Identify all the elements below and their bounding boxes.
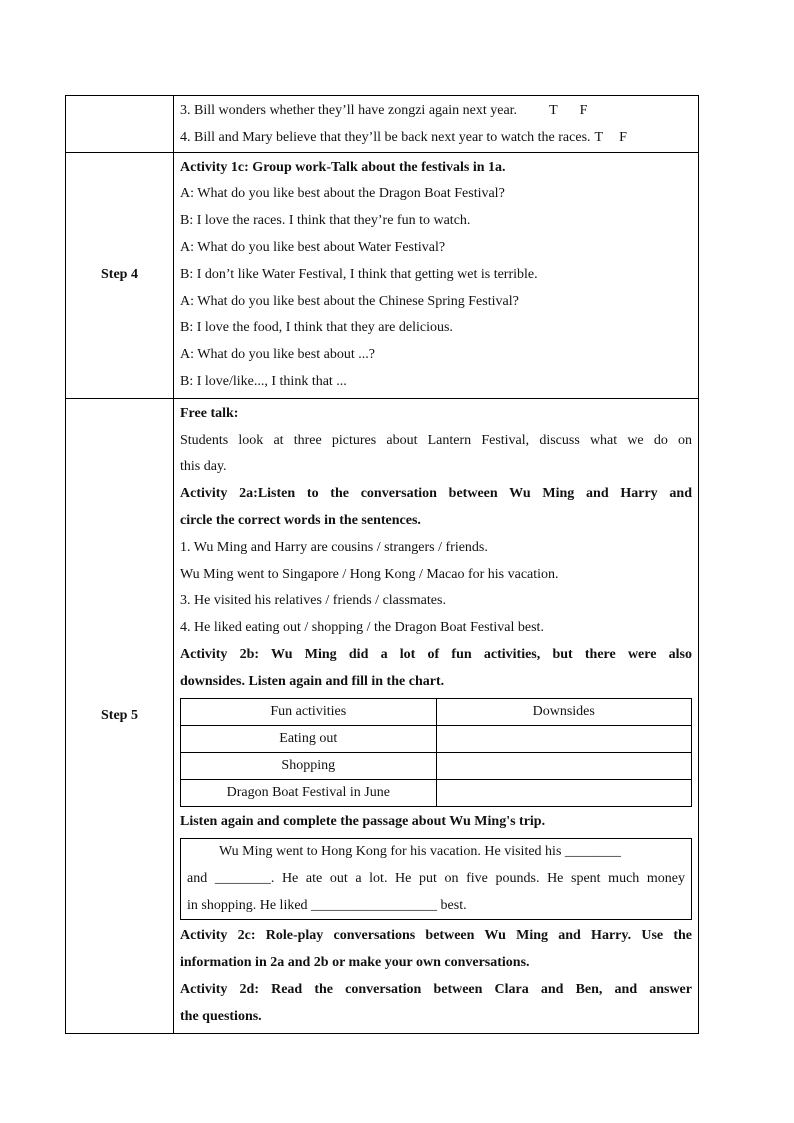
step-5-label: Step 5 <box>66 398 174 1033</box>
chart-blank-cell[interactable] <box>436 779 692 806</box>
listen-again-heading: Listen again and complete the passage about Wu Ming's trip. <box>180 813 546 829</box>
dialogue-line: B: I love the food, I think that they are delicious. <box>180 320 453 336</box>
dialogue-line: B: I love the races. I think that they’re fun to watch. <box>180 213 471 229</box>
dialogue-line: B: I love/like..., I think that ... <box>180 373 347 389</box>
statement-text: 3. Bill wonders whether they’ll have zongzi again next year. <box>180 103 518 118</box>
passage-line: in shopping. He liked __________________ best. <box>187 897 467 913</box>
activity-2c-heading: information in 2a and 2b or make your own conversations. <box>180 955 530 971</box>
lesson-table <box>65 95 699 1034</box>
activity-2a-heading: circle the correct words in the sentences. <box>180 512 421 528</box>
chart-blank-cell[interactable] <box>436 725 692 752</box>
chart-cell: Eating out <box>181 725 437 752</box>
row-step-4 <box>66 152 699 398</box>
content-cell-step-5 <box>174 398 699 1033</box>
free-talk-text: Students look at three pictures about Lantern Festival, discuss what we do on <box>180 432 692 448</box>
activity-2d-heading: the questions. <box>180 1008 262 1024</box>
fun-activities-chart <box>180 698 692 807</box>
passage-line: Wu Ming went to Hong Kong for his vacation. He visited his ________ <box>219 844 621 860</box>
statement-text: 4. Bill and Mary believe that they’ll be back next year to watch the races. <box>180 129 591 145</box>
chart-header: Downsides <box>436 698 692 725</box>
activity-2b-heading: Activity 2b: Wu Ming did a lot of fun activities, but there were also <box>180 646 692 662</box>
dialogue-line: A: What do you like best about the Chinese Spring Festival? <box>180 293 519 309</box>
dialogue-line: A: What do you like best about the Dragon Boat Festival? <box>180 186 505 202</box>
passage-line: and ________. He ate out a lot. He put on five pounds. He spent much money <box>187 871 685 887</box>
activity-2c-heading: Activity 2c: Role-play conversations between Wu Ming and Harry. Use the <box>180 928 692 944</box>
tf-statement-4 <box>180 125 692 152</box>
tf-statement-3 <box>180 98 692 125</box>
free-talk-heading: Free talk: <box>180 405 239 421</box>
activity-2a-heading: Activity 2a:Listen to the conversation between Wu Ming and Harry and <box>180 486 692 502</box>
chart-row <box>181 752 692 779</box>
chart-row <box>181 779 692 806</box>
activity-1c-heading: Activity 1c: Group work-Talk about the festivals in 1a. <box>180 159 506 175</box>
false-option: F <box>619 129 627 145</box>
content-cell-step-4 <box>174 152 699 398</box>
row-continuation <box>66 96 699 153</box>
chart-cell: Dragon Boat Festival in June <box>181 779 437 806</box>
true-option: T <box>594 129 604 145</box>
passage-box <box>180 838 692 920</box>
sentence-2a: 3. He visited his relatives / friends / classmates. <box>180 593 446 609</box>
dialogue-line: A: What do you like best about Water Festival? <box>180 239 446 255</box>
chart-header: Fun activities <box>181 698 437 725</box>
true-option: T <box>549 103 558 118</box>
free-talk-text: this day. <box>180 459 227 475</box>
step-cell-empty <box>66 96 174 153</box>
chart-cell: Shopping <box>181 752 437 779</box>
sentence-2a: 4. He liked eating out / shopping / the Dragon Boat Festival best. <box>180 620 544 636</box>
activity-2d-heading: Activity 2d: Read the conversation between Clara and Ben, and answer <box>180 981 692 997</box>
chart-row <box>181 725 692 752</box>
false-option: F <box>579 103 588 118</box>
content-cell-continuation <box>174 96 699 153</box>
activity-2b-heading: downsides. Listen again and fill in the chart. <box>180 673 445 689</box>
chart-blank-cell[interactable] <box>436 752 692 779</box>
sentence-2a: Wu Ming went to Singapore / Hong Kong / Macao for his vacation. <box>180 566 559 582</box>
dialogue-line: B: I don’t like Water Festival, I think that getting wet is terrible. <box>180 266 538 282</box>
sentence-2a: 1. Wu Ming and Harry are cousins / strangers / friends. <box>180 539 488 555</box>
row-step-5 <box>66 398 699 1033</box>
chart-header-row <box>181 698 692 725</box>
dialogue-line: A: What do you like best about ...? <box>180 347 375 363</box>
step-4-label: Step 4 <box>66 152 174 398</box>
